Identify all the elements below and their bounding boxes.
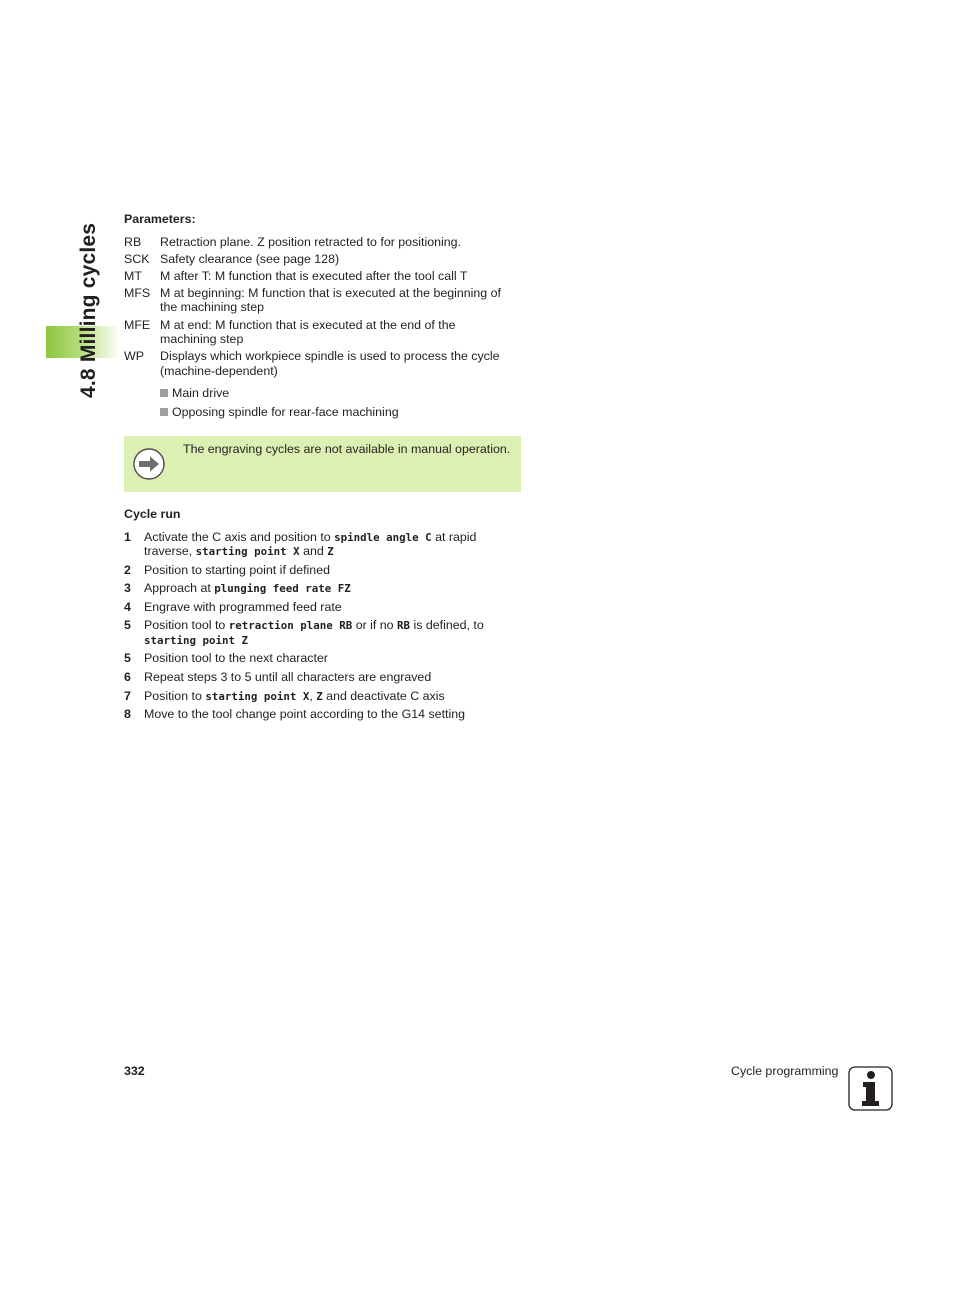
- param-abbr: MFS: [124, 286, 151, 300]
- step-number: 8: [124, 707, 131, 721]
- param-text: Displays which workpiece spindle is used to process the cycle: [160, 349, 500, 363]
- step-text: Activate the C axis and position to spindle angle C at rapid: [144, 530, 477, 544]
- step-text: Repeat steps 3 to 5 until all characters are engraved: [144, 670, 432, 684]
- param-text: machining step: [160, 332, 244, 346]
- step-number: 1: [124, 530, 131, 544]
- param-abbr: MT: [124, 269, 142, 283]
- arrow-right-icon: [133, 448, 165, 480]
- step-text: Approach at plunging feed rate FZ: [144, 581, 351, 595]
- step-number: 2: [124, 563, 131, 577]
- parameters-heading: Parameters:: [124, 212, 196, 226]
- param-text: Safety clearance (see page 128): [160, 252, 340, 266]
- step-text: starting point Z: [144, 634, 249, 647]
- param-abbr: SCK: [124, 252, 150, 266]
- step-text: Position tool to the next character: [144, 651, 328, 665]
- option-item: Opposing spindle for rear-face machining: [160, 405, 399, 419]
- step-number: 6: [124, 670, 131, 684]
- param-text: M at beginning: M function that is executed at the beginning of: [160, 286, 501, 300]
- step-text: Position to starting point if defined: [144, 563, 330, 577]
- footer-chapter-label: Cycle programming: [731, 1064, 839, 1078]
- param-text: M after T: M function that is executed after the tool call T: [160, 269, 468, 283]
- step-number: 5: [124, 651, 131, 665]
- param-text: (machine-dependent): [160, 364, 278, 378]
- param-text: M at end: M function that is executed at the end of the: [160, 318, 456, 332]
- cycle-run-heading: Cycle run: [124, 507, 181, 521]
- step-number: 7: [124, 689, 131, 703]
- step-text: Position to starting point X, Z and deactivate C axis: [144, 689, 445, 703]
- step-text: Position tool to retraction plane RB or if no RB is defined, to: [144, 618, 484, 632]
- step-text: traverse, starting point X and Z: [144, 544, 334, 558]
- param-abbr: RB: [124, 235, 142, 249]
- note-text: The engraving cycles are not available in manual operation.: [183, 442, 511, 456]
- step-number: 3: [124, 581, 131, 595]
- param-abbr: WP: [124, 349, 144, 363]
- option-item: Main drive: [160, 386, 229, 400]
- param-text: the machining step: [160, 300, 265, 314]
- step-text: Engrave with programmed feed rate: [144, 600, 342, 614]
- info-icon: [848, 1066, 893, 1111]
- step-text: Move to the tool change point according to the G14 setting: [144, 707, 465, 721]
- param-abbr: MFE: [124, 318, 151, 332]
- step-number: 4: [124, 600, 131, 614]
- page-number: 332: [124, 1064, 145, 1078]
- square-bullet-icon: [160, 408, 168, 416]
- param-text: Retraction plane. Z position retracted to for positioning.: [160, 235, 461, 249]
- step-number: 5: [124, 618, 131, 632]
- section-title: 4.8 Milling cycles: [77, 222, 100, 398]
- square-bullet-icon: [160, 389, 168, 397]
